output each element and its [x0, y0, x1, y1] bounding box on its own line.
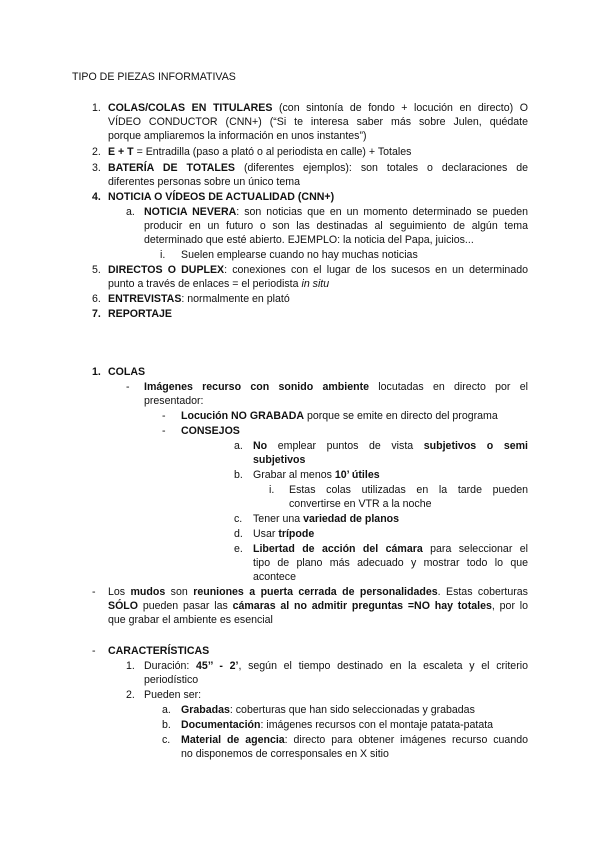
list-marker: b.	[162, 719, 171, 731]
list-marker: e.	[234, 543, 243, 555]
duracion-item-line: periodístico	[144, 674, 199, 686]
section-marker: 1.	[92, 366, 101, 378]
list-item-suelen: Suelen emplearse cuando no hay muchas noticias	[181, 249, 418, 261]
list-item-noticia: NOTICIA O VÍDEOS DE ACTUALIDAD (CNN+)	[108, 191, 335, 203]
consejo-a-line: subjetivos	[253, 454, 306, 466]
list-marker: d.	[234, 528, 243, 540]
consejo-e-line: tipo de plano más adecuado y mostrar todo lo que	[253, 557, 528, 569]
list-item-noticia-nevera-line: determinado que esté abierto. EJEMPLO: la noticia del Papa, juicios...	[144, 234, 474, 246]
list-marker: a.	[126, 206, 135, 218]
list-marker: 7.	[92, 308, 101, 320]
consejo-e-line: acontece	[253, 571, 296, 583]
dash-marker: -	[162, 410, 166, 422]
list-marker: a.	[234, 440, 243, 452]
list-item-colas: COLAS/COLAS EN TITULARES (con sintonía de fondo + locución en directo) O	[108, 102, 528, 114]
list-item-bateria-line: diferentes personas sobre un único tema	[108, 176, 300, 188]
list-item-noticia-nevera: NOTICIA NEVERA: son noticias que en un momento determinado se pueden	[144, 206, 528, 218]
list-marker: 2.	[92, 146, 101, 158]
consejos-heading: CONSEJOS	[181, 425, 240, 437]
material-agencia-item: Material de agencia: directo para obtener imágenes recurso cuando	[181, 734, 528, 746]
list-marker: i.	[269, 484, 275, 496]
dash-marker: -	[126, 381, 130, 393]
list-item-noticia-nevera-line: producir en un futuro o son las destinadas al seguimiento de algún tema	[144, 220, 528, 232]
list-marker: 4.	[92, 191, 101, 203]
grabadas-item: Grabadas: coberturas que han sido seleccionadas y grabadas	[181, 704, 475, 716]
mudos-paragraph: Los mudos son reuniones a puerta cerrada de personalidades. Estas coberturas	[108, 586, 528, 598]
consejo-c: Tener una variedad de planos	[253, 513, 400, 525]
list-marker: i.	[160, 249, 166, 261]
list-item-reportaje: REPORTAJE	[108, 308, 172, 320]
section-heading-caracteristicas: CARACTERÍSTICAS	[108, 645, 210, 657]
consejo-a: No emplear puntos de vista subjetivos o semi	[253, 440, 528, 452]
documentacion-item: Documentación: imágenes recursos con el montaje patata-patata	[181, 719, 494, 731]
dash-marker: -	[92, 586, 96, 598]
list-marker: b.	[234, 469, 243, 481]
dash-marker: -	[92, 645, 96, 657]
list-item-colas-line: VÍDEO CONDUCTOR (CNN+) (“Si te interesa saber más sobre Julen, quédate	[108, 116, 528, 128]
list-item-entrevistas: ENTREVISTAS: normalmente en plató	[108, 293, 290, 305]
consejo-b-i: Estas colas utilizadas en la tarde pueden	[289, 484, 528, 496]
consejo-b-i-line: convertirse en VTR a la noche	[289, 498, 432, 510]
list-marker: 2.	[126, 689, 135, 701]
material-agencia-item-line: no disponemos de corresponsales en X sitio	[181, 748, 389, 760]
locucion-note: Locución NO GRABADA porque se emite en directo del programa	[181, 410, 498, 422]
list-item-colas-line: porque ampliaremos la información en unos instantes”)	[108, 130, 367, 142]
colas-description-line: presentador:	[144, 395, 204, 407]
list-marker: c.	[162, 734, 171, 746]
dash-marker: -	[162, 425, 166, 437]
list-marker: 5.	[92, 264, 101, 276]
list-item-bateria: BATERÍA DE TOTALES (diferentes ejemplos): son totales o declaraciones de	[108, 162, 529, 174]
list-marker: 6.	[92, 293, 101, 305]
mudos-paragraph-line: SÓLO pueden pasar las cámaras al no admitir preguntas =NO hay totales, por lo	[108, 600, 529, 612]
consejo-d: Usar trípode	[253, 528, 315, 540]
list-marker: a.	[162, 704, 171, 716]
list-item-e-t: E + T = Entradilla (paso a plató o al periodista en calle) + Totales	[108, 146, 412, 158]
list-item-directos-line: punto a través de enlaces = el periodista in situ	[108, 278, 330, 290]
colas-description: Imágenes recurso con sonido ambiente locutadas en directo por el	[144, 381, 528, 393]
section-heading-colas: COLAS	[108, 366, 146, 378]
list-marker: 1.	[92, 102, 101, 114]
list-item-directos: DIRECTOS O DUPLEX: conexiones con el lugar de los sucesos en un determinado	[108, 264, 528, 276]
consejo-e: Libertad de acción del cámara para seleccionar el	[253, 543, 528, 555]
list-marker: 1.	[126, 660, 135, 672]
pueden-ser-item: Pueden ser:	[144, 689, 202, 701]
consejo-b: Grabar al menos 10’ útiles	[253, 469, 380, 481]
page-title: TIPO DE PIEZAS INFORMATIVAS	[72, 71, 236, 83]
mudos-paragraph-line: que grabar el ambiente es esencial	[108, 614, 273, 626]
duracion-item: Duración: 45’’ - 2’, según el tiempo destinado en la escaleta y el criterio	[144, 660, 528, 672]
list-marker: 3.	[92, 162, 101, 174]
list-marker: c.	[234, 513, 243, 525]
